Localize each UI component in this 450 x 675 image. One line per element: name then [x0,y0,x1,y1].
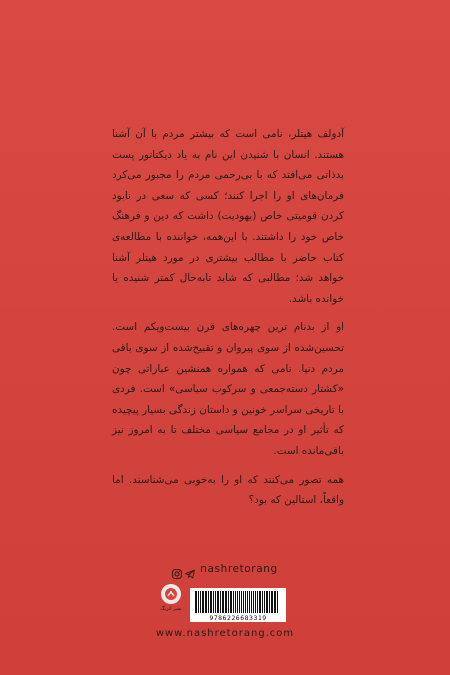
barcode-bar [259,591,261,613]
barcode-bar [220,591,221,613]
barcode-bar [271,591,273,613]
barcode-bar [253,591,254,613]
barcode-bar [269,591,270,613]
barcode-bar [217,591,219,613]
barcode-bar [205,591,207,613]
barcode-bar [235,591,236,613]
barcode-bar [233,591,234,613]
barcode-bar [222,591,224,613]
barcode-bar [202,591,204,613]
blurb-paragraph-2: او از بدنام ترین چهره‌های قرن بیست‌ویکم است. تحسین‌شده از سوی پیروان و تقبیح‌شده از سوی باقی مردم دنیا. نامی که همواره همنشین عباراتی چون «کشتار دسته‌جمعی و سرکوب سیاسی» است. فردی با تاریخی سراسر خونین و داستان زندگی بسیار پیچیده که تأثیر او در مجامع سیاسی مختلف تا به امروز نیز باقی‌مانده است. [112,321,344,457]
barcode-bar [210,591,212,613]
blurb-text [112,124,344,511]
barcode-bar [266,591,268,613]
barcode-bar [249,591,250,613]
barcode-bar [208,591,209,613]
publisher-emblem-icon [161,584,181,604]
barcode-bar [230,591,232,613]
social-handle: nashretorang [200,563,278,575]
barcode-bar [251,591,252,613]
barcode-bar [213,591,214,613]
barcode-bar [198,591,199,613]
barcode-bar [264,591,265,613]
barcode-bar [225,591,227,613]
barcode-bar [247,591,248,613]
barcode-bar [228,591,229,613]
telegram-icon [185,564,195,574]
barcode-bar [241,591,242,613]
instagram-icon [172,564,182,574]
barcode-bar [200,591,201,613]
barcode-bar [262,591,263,613]
isbn-number: 9786226683319 [209,614,267,622]
barcode-bar [274,591,276,613]
barcode-bar [237,591,238,613]
barcode-bar [243,591,244,613]
blurb-paragraph-3: همه تصور می‌کنند که او را به‌خوبی می‌شناسند. اما واقعاً، استالین که بود؟ [112,473,344,507]
barcode-bar [245,591,246,613]
blurb-paragraph-1: آدولف هیتلر، نامی است که بیشتر مردم با آن آشنا هستند. انسان با شنیدن این نام به یاد دیکتاتور پست بدذاتی می‌افتد که با بی‌رحمی مردم را مجبور می‌کرد فرمان‌های او را اجرا کنند؛ کسی که سعی در نابود کردن قومیتی خاص (یهودیت) داشت که دین و فرهنگ خاص خود را داشتند. با این‌همه، خواننده با مطالعه‌ی کتاب حاضر با مطالب بیشتری در مورد هیتلر آشنا خواهد شد؛ مطالبی که شاید تا‌به‌حال کمتر شنیده یا خوانده باشد. [112,128,344,305]
barcode-bar [255,591,256,613]
barcode-bar [239,591,240,613]
barcode-bar [215,591,216,613]
barcode-bar [277,591,278,613]
publisher-website: www.nashretorang.com [155,628,295,639]
publisher-logo-text: نشر اترنگ [160,606,182,612]
barcode-bar [257,591,258,613]
isbn-barcode [190,588,286,622]
social-handle-row [0,563,450,575]
publisher-logo [160,584,182,614]
barcode-bars [195,591,281,613]
barcode-bar [195,591,197,613]
